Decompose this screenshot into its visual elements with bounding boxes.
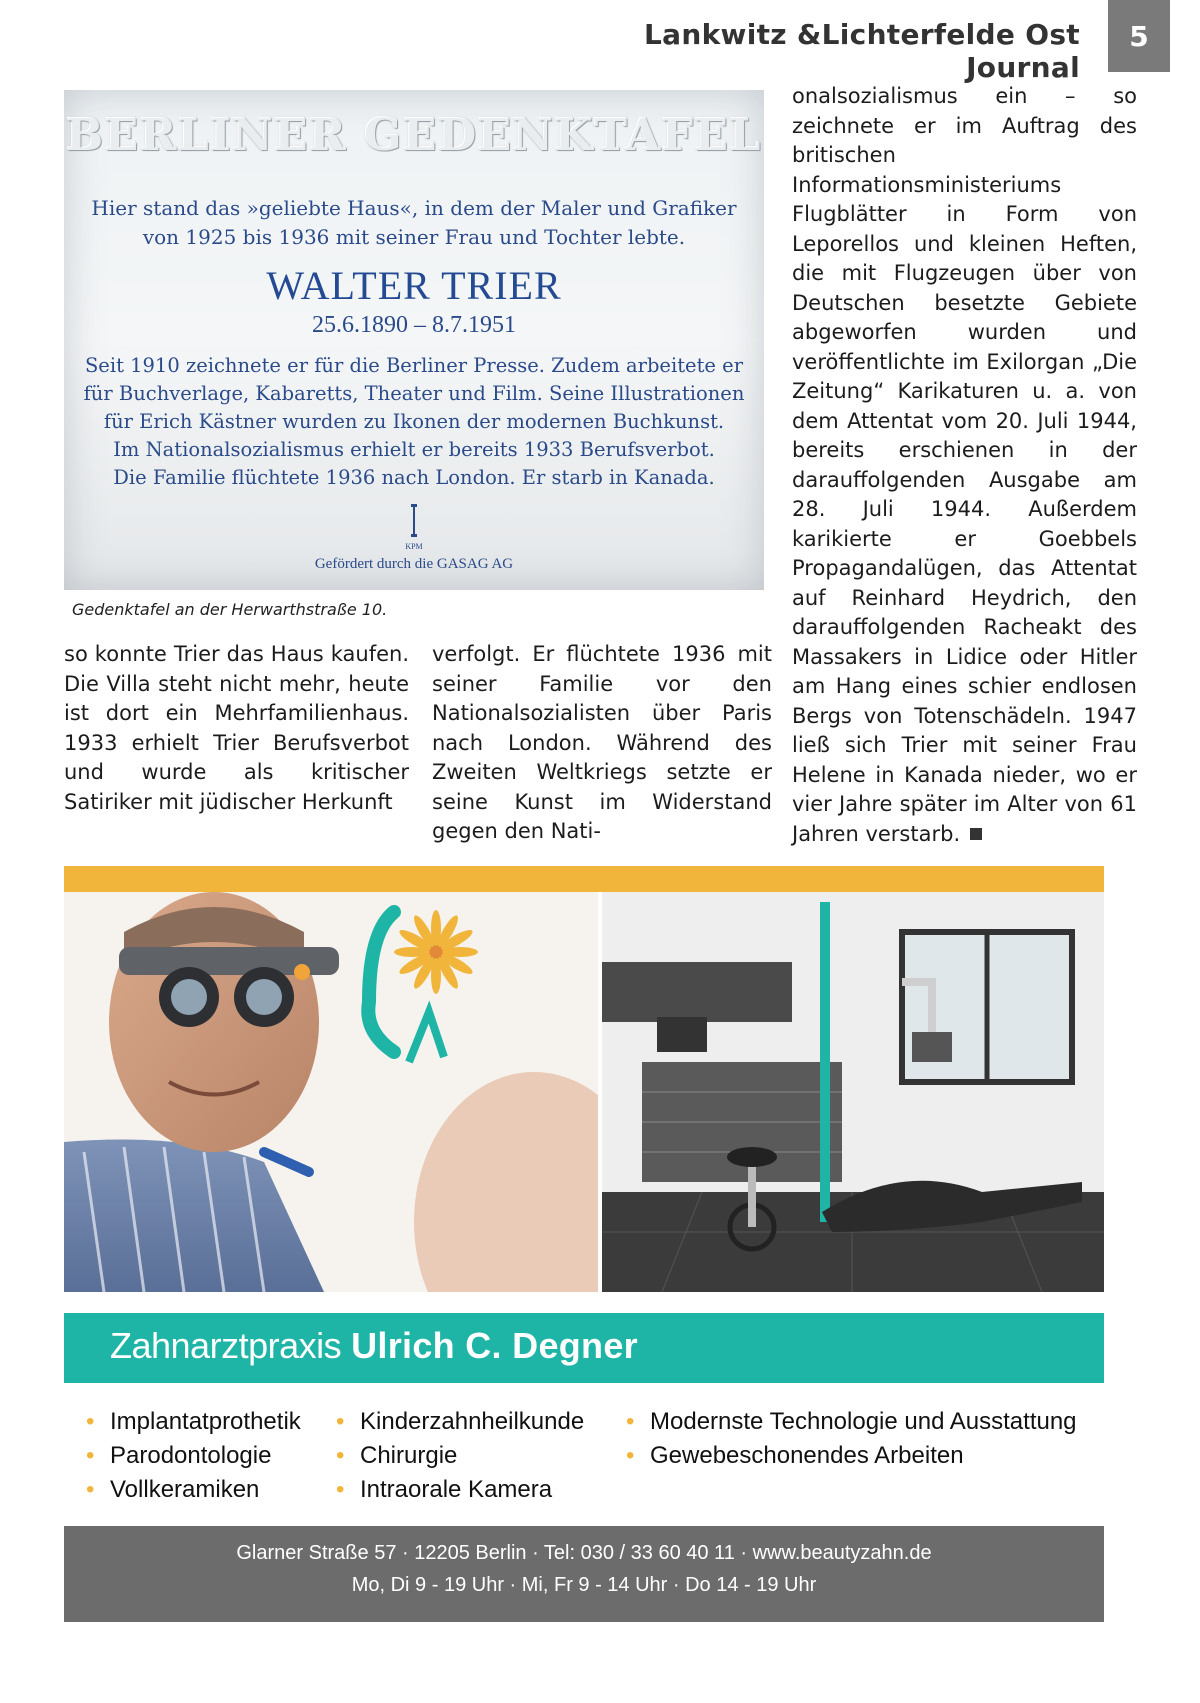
- contact-address: Glarner Straße 57 · 12205 Berlin · Tel: 030 / 33 60 40 11 · www.beautyzahn.de: [236, 1542, 932, 1564]
- dentist-photo: [64, 892, 598, 1292]
- service-item: • Intraorale Kamera: [336, 1476, 553, 1503]
- page-number: 5: [1108, 0, 1170, 72]
- treatment-room-photo: [602, 892, 1104, 1292]
- practice-type: Zahnarztpraxis: [110, 1325, 342, 1366]
- service-item: • Implantatprothetik: [86, 1408, 301, 1435]
- photo-caption: Gedenktafel an der Herwarthstraße 10.: [72, 600, 388, 619]
- plaque-name: WALTER TRIER: [266, 263, 562, 308]
- kpm-scepter-icon: [410, 502, 418, 538]
- article-column-2: verfolgt. Er flüchtete 1936 mit seiner Familie vor den Nationalsozialisten über Paris nach London. Während des Zweiten Weltkriegs setzte er seine Kunst im Widerstand gegen den Nati-: [432, 642, 772, 843]
- ad-accent-bar: [64, 866, 1104, 892]
- article-column-1: so konnte Trier das Haus kaufen. Die Villa steht nicht mehr, heute ist dort ein Mehrfamilienhaus. 1933 erhielt Trier Berufsverbot und wurde als kritischer Satiriker mit jüdischer Herkunft: [64, 642, 409, 814]
- end-of-article-mark: [970, 828, 982, 840]
- journal-title: Lankwitz &Lichterfelde Ost Journal: [644, 18, 1080, 84]
- services-list-1: [86, 1405, 301, 1507]
- services-list-3: [626, 1405, 1077, 1473]
- plaque-sponsor: Gefördert durch die GASAG AG: [314, 556, 514, 572]
- practice-name: [110, 1325, 638, 1367]
- dentist-name: Ulrich C. Degner: [351, 1325, 638, 1366]
- dentist-illustration: [64, 892, 598, 1292]
- service-item: • Parodontologie: [86, 1442, 272, 1469]
- treatment-room-illustration: [602, 892, 1104, 1292]
- service-item: • Kinderzahnheilkunde: [336, 1408, 585, 1435]
- service-item: • Modernste Technologie und Ausstattung: [626, 1408, 1077, 1435]
- opening-hours: Mo, Di 9 - 19 Uhr · Mi, Fr 9 - 14 Uhr · Do 14 - 19 Uhr: [351, 1574, 817, 1596]
- service-item: • Vollkeramiken: [86, 1476, 260, 1503]
- plaque-heading: BERLINER GEDENKTAFEL: [66, 110, 762, 161]
- services-list-2: [336, 1405, 584, 1507]
- service-item: • Chirurgie: [336, 1442, 458, 1469]
- article-column-3-text: onalsozialismus ein – so zeichnete er im Auftrag des britischen Informationsministeriums Flugblätter in Form von Leporellos und kleinen Heften, die mit Flugzeugen über von Deutschen besetzte Gebiete abgeworfen wurden und veröffentlichte im Exilorgan „Die Zeitung“ Karikaturen u. a. von dem Attentat vom 20. Juli 1944, bereits erschienen in der darauffolgenden Ausgabe am 28. Juli 1944. Außerdem karikierte er Goebbels Propagandalügen, das Attentat auf Reinhard Heydrich, den darauffolgenden Racheakt des Massakers in Lidice oder Hitler am Hang eines schier endlosen Bergs von Totenschädeln. 1947 ließ sich Trier mit seiner Frau Helene in Kanada nieder, wo er vier Jahre später im Alter von 61 Jahren verstarb.: [792, 84, 1137, 846]
- article-column-3: [792, 82, 1137, 849]
- service-item: • Gewebeschonendes Arbeiten: [626, 1442, 964, 1469]
- plaque-body: Seit 1910 zeichnete er für die Berliner Presse. Zudem arbeitete er für Buchverlage, Kabaretts, Theater und Film. Seine Illustrationen für Erich Kästner wurden zu Ikonen der modernen Buchkunst. Im Nationalsozialismus erhielt er bereits 1933 Berufsverbot. Die Familie flüchtete 1936 nach London. Er starb in Kanada.: [83, 354, 745, 489]
- plaque-dates: 25.6.1890 – 8.7.1951: [312, 312, 516, 338]
- memorial-plaque-photo: [64, 90, 764, 590]
- plaque-intro: Hier stand das »geliebte Haus«, in dem der Maler und Grafiker von 1925 bis 1936 mit seiner Frau und Tochter lebte.: [91, 196, 737, 249]
- kpm-label: KPM: [405, 542, 423, 551]
